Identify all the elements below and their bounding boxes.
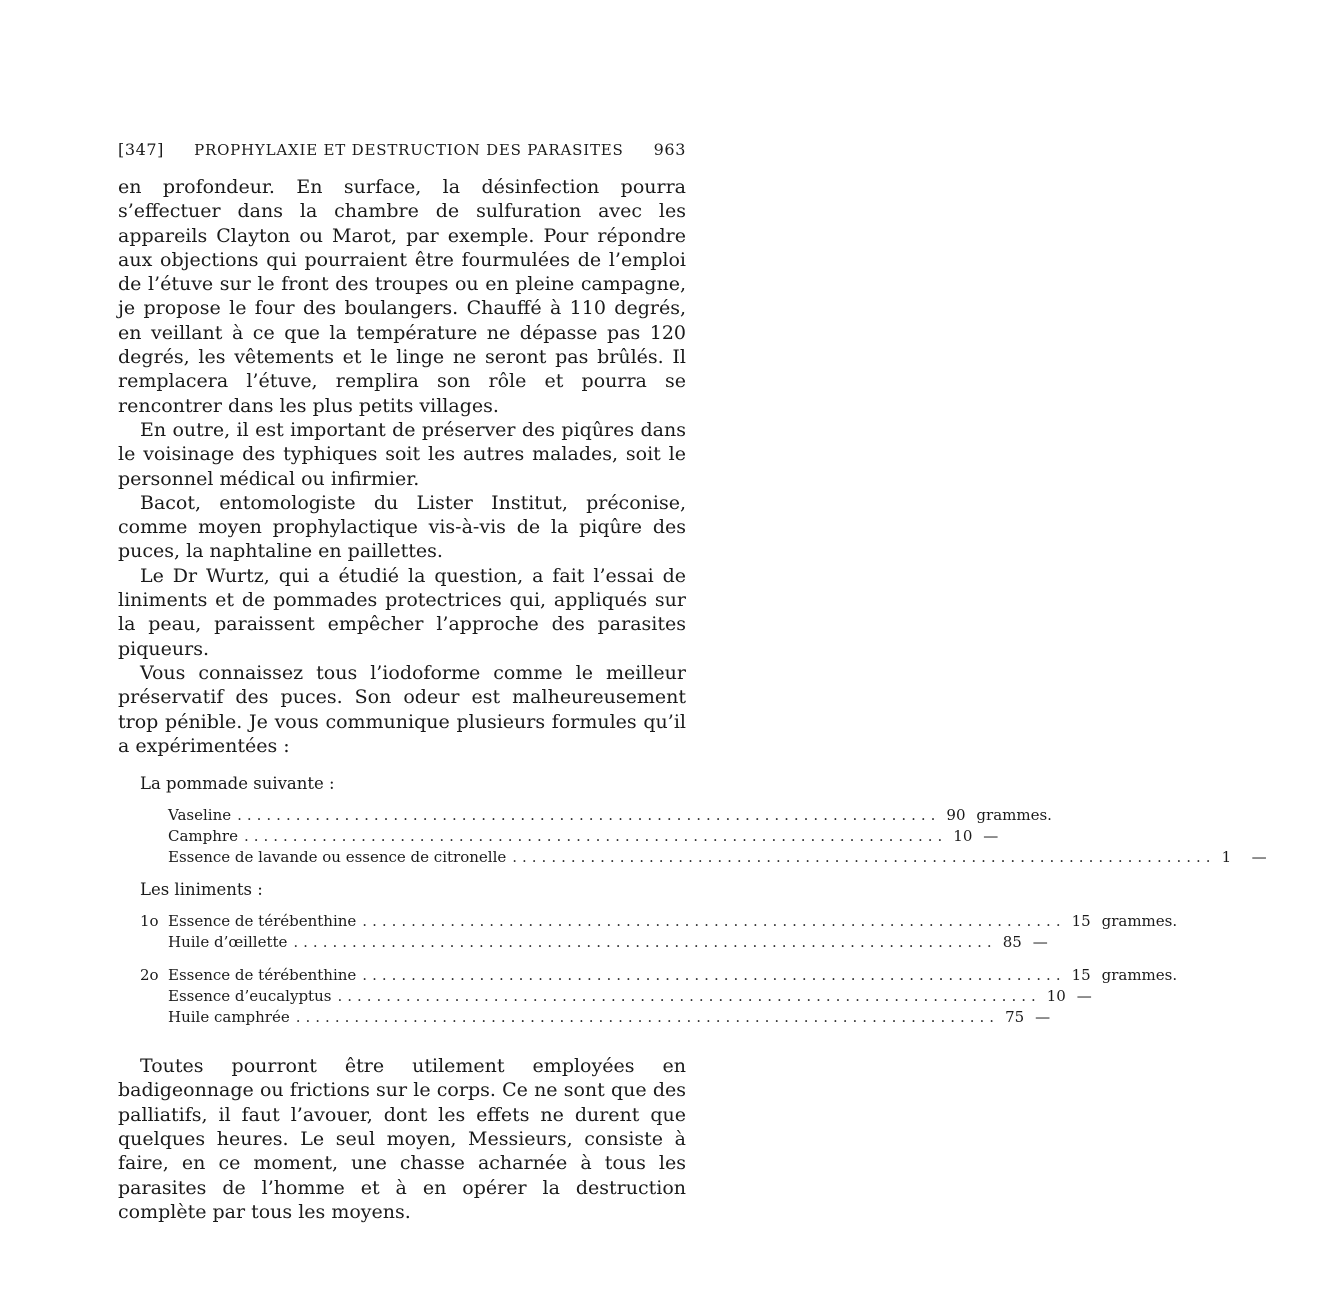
formula-row: [140, 986, 1092, 1007]
liniments-label: Les liniments :: [140, 880, 263, 900]
ingredient-unit: —: [983, 827, 999, 846]
leader-dots: ........................................................................: [243, 827, 948, 846]
ingredient-quantity: 15: [1071, 966, 1091, 985]
closing-paragraph: Toutes pourront être utilement employées en badigeonnage ou frictions sur le corps. Ce ne sont que des palliatifs, il faut l’avouer, dont les effets ne durent que quelques heures. Le seul moyen, Messieurs, consiste à faire, en ce moment, une chasse acharnée à tous les parasites de l’homme et à en opérer la destruction complète par tous les moyens.: [118, 1055, 686, 1223]
leader-dots: ........................................................................: [293, 933, 997, 952]
ingredient-unit: grammes.: [1101, 912, 1178, 931]
ingredient-unit: grammes.: [1101, 966, 1178, 985]
ingredient-quantity: 85: [1002, 933, 1022, 952]
pommade-formula: [140, 805, 1267, 868]
page-number: 963: [653, 140, 686, 159]
formula-number: 1o: [140, 912, 159, 931]
ingredient-quantity: 10: [1046, 987, 1066, 1006]
liniment-formula-2: [140, 965, 1178, 1028]
paragraph: Le Dr Wurtz, qui a étudié la question, a fait l’essai de liniments et de pommades protectrices qui, appliqués sur la peau, paraissent empêcher l’approche des parasites piqueurs.: [118, 564, 686, 660]
ingredient-name: Essence d’eucalyptus: [168, 987, 332, 1006]
formula-row: [140, 847, 1267, 868]
paragraph: En outre, il est important de préserver des piqûres dans le voisinage des typhiques soit les autres malades, soit le personnel médical ou infirmier.: [118, 418, 686, 490]
paragraph: en profondeur. En surface, la désinfection pourra s’effectuer dans la chambre de sulfuration avec les appareils Clayton ou Marot, par exemple. Pour répondre aux objections qui pourraient être fourmulées de l’emploi de l’étuve sur le front des troupes ou en pleine campagne, je propose le four des boulangers. Chauffé à 110 degrés, en veillant à ce que la température ne dépasse pas 120 degrés, les vêtements et le linge ne seront pas brûlés. Il remplacera l’étuve, remplira son rôle et pourra se rencontrer dans les plus petits villages.: [118, 176, 686, 417]
ingredient-name: Camphre: [168, 827, 238, 846]
page: [118, 140, 1267, 1224]
ingredient-unit: —: [1032, 933, 1048, 952]
formula-row: [140, 965, 1178, 986]
leader-dots: ........................................................................: [295, 1008, 1000, 1027]
ingredient-name: Essence de térébenthine: [168, 912, 357, 931]
liniment-formula-1: [140, 911, 1178, 953]
ingredient-name: Essence de térébenthine: [168, 966, 357, 985]
ingredient-quantity: 15: [1071, 912, 1091, 931]
formula-row: [140, 932, 1048, 953]
ingredient-quantity: 10: [953, 827, 973, 846]
ingredient-quantity: 1: [1221, 848, 1232, 867]
ingredient-name: Huile camphrée: [168, 1008, 290, 1027]
pommade-label: La pommade suivante :: [140, 774, 335, 794]
formula-row: [140, 805, 1052, 826]
leader-dots: ........................................................................: [362, 912, 1066, 931]
ingredient-unit: —: [1076, 987, 1092, 1006]
formula-number: 2o: [140, 966, 159, 985]
leader-dots: ........................................................................: [512, 848, 1216, 867]
section-number: [347]: [118, 140, 165, 159]
formula-row: [140, 826, 999, 847]
ingredient-unit: grammes.: [976, 806, 1052, 825]
ingredient-unit: —: [1251, 848, 1267, 867]
leader-dots: ........................................................................: [237, 806, 941, 825]
ingredient-quantity: 90: [946, 806, 966, 825]
leader-dots: ........................................................................: [337, 987, 1041, 1006]
paragraph: Vous connaissez tous l’iodoforme comme le meilleur préservatif des puces. Son odeur est malheureusement trop pénible. Je vous communique plusieurs formules qu’il a expérimentées :: [118, 661, 686, 757]
ingredient-unit: —: [1035, 1008, 1051, 1027]
paragraph: Bacot, entomologiste du Lister Institut, préconise, comme moyen prophylactique vis-à-vis de la piqûre des puces, la naphtaline en paillettes.: [118, 491, 686, 563]
formula-row: [140, 1007, 1051, 1028]
running-title: PROPHYLAXIE ET DESTRUCTION DES PARASITES: [194, 141, 624, 159]
ingredient-name: Huile d’œillette: [168, 933, 288, 952]
ingredient-name: Essence de lavande ou essence de citronelle: [168, 848, 507, 867]
ingredient-name: Vaseline: [168, 806, 232, 825]
formula-row: [140, 911, 1178, 932]
leader-dots: ........................................................................: [362, 966, 1066, 985]
ingredient-quantity: 75: [1005, 1008, 1025, 1027]
running-header: [118, 140, 686, 159]
